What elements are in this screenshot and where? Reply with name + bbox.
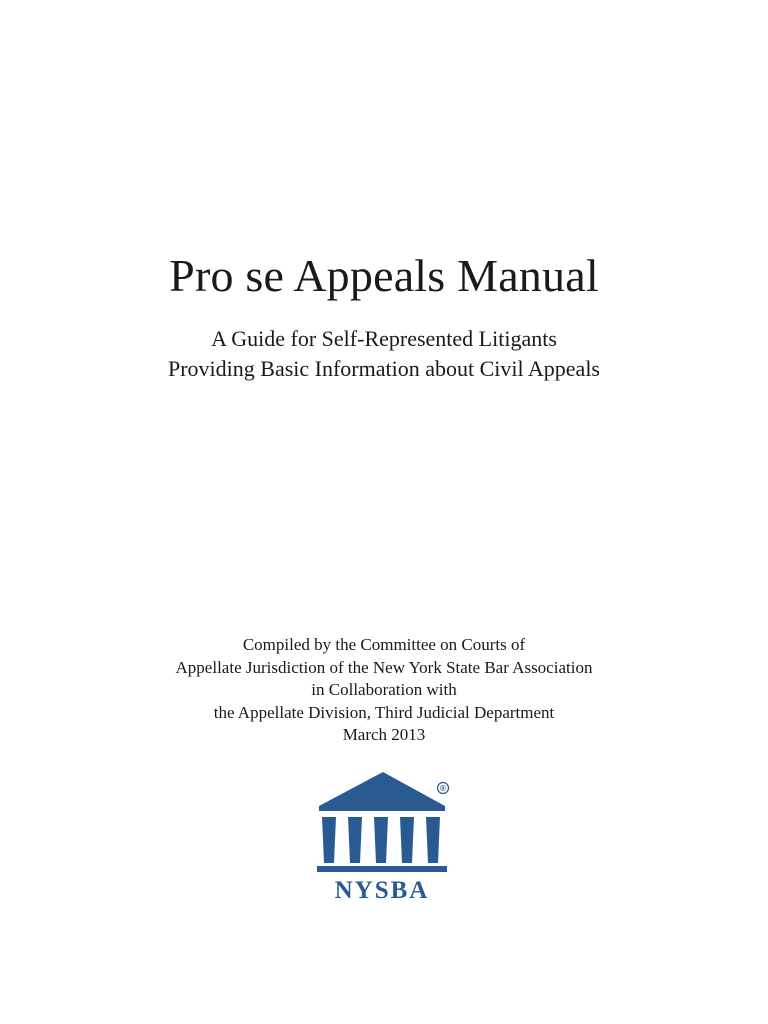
date-line: March 2013 [342,725,426,744]
credits-line-2: Appellate Jurisdiction of the New York State Bar Association [175,657,593,677]
subtitle-block [0,324,768,384]
nysba-wordmark: NYSBA [334,877,430,902]
credits-block [0,634,768,747]
nysba-logo [313,770,453,902]
subtitle-line-1: A Guide for Self-Represented Litigants [211,326,557,351]
subtitle-line-2: Providing Basic Information about Civil Appeals [167,356,600,381]
credits-line-4: the Appellate Division, Third Judicial Department [213,702,555,722]
credits-line-1: Compiled by the Committee on Courts of [242,635,526,654]
credits-line-3: in Collaboration with [311,680,457,699]
document-title: Pro se Appeals Manual [169,250,599,301]
registered-mark: ® [440,784,446,794]
nysba-courthouse-logo-icon [313,770,453,902]
